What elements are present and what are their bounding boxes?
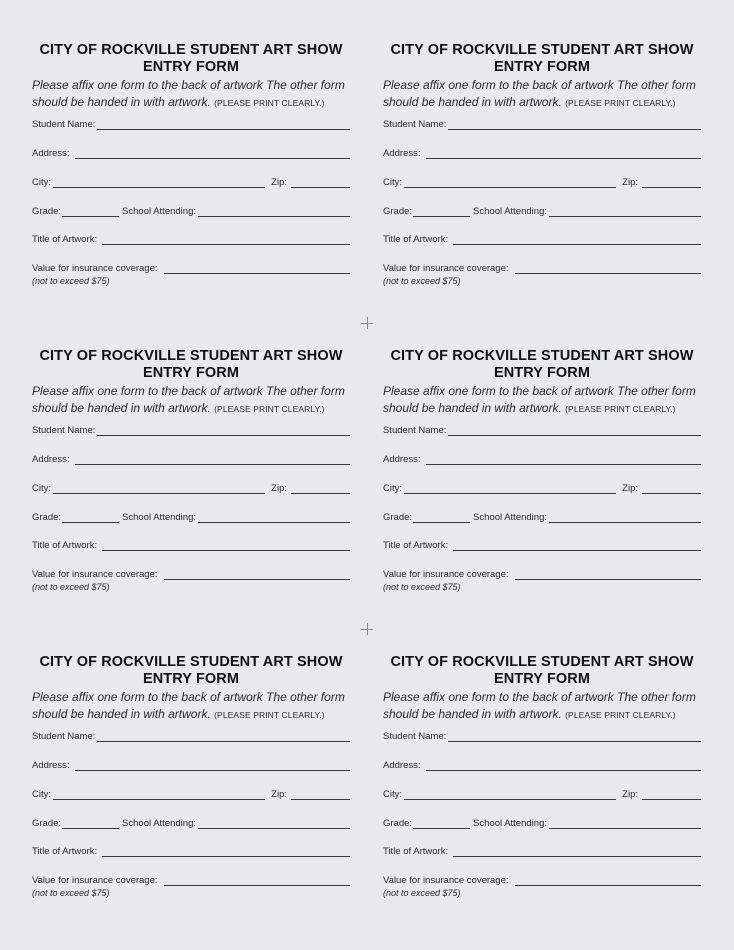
value-field[interactable] [515,264,701,274]
city-zip-row: City: Zip: [32,482,350,494]
school-field[interactable] [198,207,350,217]
value-note: (not to exceed $75) [32,582,110,592]
address-row: Address: [32,147,350,159]
print-clearly-note: (PLEASE PRINT CLEARLY.) [214,404,325,414]
title-artwork-row: Title of Artwork: [32,845,350,857]
grade-school-row: Grade: School Attending: [383,205,701,217]
city-field[interactable] [404,484,616,494]
grade-field[interactable] [413,513,470,523]
student-name-row: Student Name: [383,424,701,436]
city-field[interactable] [404,178,616,188]
city-zip-row: City: Zip: [383,788,701,800]
value-note: (not to exceed $75) [383,582,461,592]
print-clearly-note: (PLEASE PRINT CLEARLY.) [214,98,325,108]
title-artwork-row: Title of Artwork: [383,845,701,857]
grade-field[interactable] [62,207,119,217]
value-note: (not to exceed $75) [383,888,461,898]
title-artwork-row: Title of Artwork: [32,539,350,551]
crop-mark-icon [361,317,373,329]
address-field[interactable] [75,149,351,159]
title-artwork-field[interactable] [102,847,350,857]
title-artwork-field[interactable] [102,541,350,551]
form-title: CITY OF ROCKVILLE STUDENT ART SHOW ENTRY FORM [390,654,694,687]
entry-form [383,654,701,898]
value-row: Value for insurance coverage: [32,262,350,274]
school-field[interactable] [198,513,350,523]
entry-form [32,348,350,592]
value-field[interactable] [164,570,350,580]
student-name-field[interactable] [448,120,701,130]
form-title: CITY OF ROCKVILLE STUDENT ART SHOW ENTRY FORM [39,654,343,687]
address-row: Address: [32,453,350,465]
title-artwork-field[interactable] [453,541,701,551]
value-row: Value for insurance coverage: [383,262,701,274]
form-instructions: Please affix one form to the back of artwork The other form should be handed in with artwork. (PLEASE PRINT CLEARLY.) [383,384,696,415]
grade-school-row: Grade: School Attending: [383,511,701,523]
address-row: Address: [383,759,701,771]
value-field[interactable] [515,570,701,580]
student-name-row: Student Name: [32,118,350,130]
form-title: CITY OF ROCKVILLE STUDENT ART SHOW ENTRY FORM [39,348,343,381]
school-field[interactable] [198,819,350,829]
grade-school-row: Grade: School Attending: [32,511,350,523]
school-field[interactable] [549,207,701,217]
student-name-row: Student Name: [383,730,701,742]
city-field[interactable] [53,178,265,188]
value-note: (not to exceed $75) [32,888,110,898]
print-clearly-note: (PLEASE PRINT CLEARLY.) [565,404,676,414]
student-name-field[interactable] [448,426,701,436]
zip-field[interactable] [291,178,350,188]
form-instructions: Please affix one form to the back of artwork The other form should be handed in with artwork. (PLEASE PRINT CLEARLY.) [383,78,696,109]
grade-field[interactable] [62,819,119,829]
title-artwork-field[interactable] [453,847,701,857]
value-row: Value for insurance coverage: [383,568,701,580]
entry-form [383,348,701,592]
form-title: CITY OF ROCKVILLE STUDENT ART SHOW ENTRY FORM [39,42,343,75]
title-artwork-row: Title of Artwork: [383,539,701,551]
grade-field[interactable] [413,207,470,217]
form-instructions: Please affix one form to the back of artwork The other form should be handed in with artwork. (PLEASE PRINT CLEARLY.) [32,690,345,721]
form-instructions: Please affix one form to the back of artwork The other form should be handed in with artwork. (PLEASE PRINT CLEARLY.) [32,384,345,415]
city-zip-row: City: Zip: [32,176,350,188]
entry-form [383,42,701,286]
form-instructions: Please affix one form to the back of artwork The other form should be handed in with artwork. (PLEASE PRINT CLEARLY.) [383,690,696,721]
form-instructions: Please affix one form to the back of artwork The other form should be handed in with artwork. (PLEASE PRINT CLEARLY.) [32,78,345,109]
address-row: Address: [383,147,701,159]
student-name-field[interactable] [97,426,350,436]
title-artwork-field[interactable] [453,235,701,245]
value-row: Value for insurance coverage: [383,874,701,886]
zip-field[interactable] [642,484,701,494]
entry-form [32,654,350,898]
city-field[interactable] [53,790,265,800]
crop-mark-icon [361,623,373,635]
form-title: CITY OF ROCKVILLE STUDENT ART SHOW ENTRY FORM [390,42,694,75]
student-name-field[interactable] [448,732,701,742]
address-row: Address: [32,759,350,771]
address-field[interactable] [426,149,702,159]
student-name-row: Student Name: [32,730,350,742]
value-row: Value for insurance coverage: [32,568,350,580]
print-clearly-note: (PLEASE PRINT CLEARLY.) [565,98,676,108]
city-field[interactable] [53,484,265,494]
grade-school-row: Grade: School Attending: [383,817,701,829]
school-field[interactable] [549,819,701,829]
address-field[interactable] [75,761,351,771]
print-clearly-note: (PLEASE PRINT CLEARLY.) [214,710,325,720]
city-zip-row: City: Zip: [32,788,350,800]
value-row: Value for insurance coverage: [32,874,350,886]
title-artwork-row: Title of Artwork: [383,233,701,245]
grade-school-row: Grade: School Attending: [32,205,350,217]
value-field[interactable] [164,264,350,274]
city-zip-row: City: Zip: [383,176,701,188]
student-name-field[interactable] [97,120,350,130]
zip-field[interactable] [291,484,350,494]
student-name-row: Student Name: [32,424,350,436]
address-row: Address: [383,453,701,465]
form-title: CITY OF ROCKVILLE STUDENT ART SHOW ENTRY FORM [390,348,694,381]
grade-field[interactable] [413,819,470,829]
city-field[interactable] [404,790,616,800]
print-clearly-note: (PLEASE PRINT CLEARLY.) [565,710,676,720]
grade-school-row: Grade: School Attending: [32,817,350,829]
zip-field[interactable] [642,790,701,800]
student-name-row: Student Name: [383,118,701,130]
address-field[interactable] [75,455,351,465]
value-note: (not to exceed $75) [32,276,110,286]
student-name-field[interactable] [97,732,350,742]
city-zip-row: City: Zip: [383,482,701,494]
address-field[interactable] [426,761,702,771]
entry-form [32,42,350,286]
value-field[interactable] [164,876,350,886]
zip-field[interactable] [291,790,350,800]
title-artwork-row: Title of Artwork: [32,233,350,245]
grade-field[interactable] [62,513,119,523]
address-field[interactable] [426,455,702,465]
title-artwork-field[interactable] [102,235,350,245]
school-field[interactable] [549,513,701,523]
value-field[interactable] [515,876,701,886]
value-note: (not to exceed $75) [383,276,461,286]
zip-field[interactable] [642,178,701,188]
